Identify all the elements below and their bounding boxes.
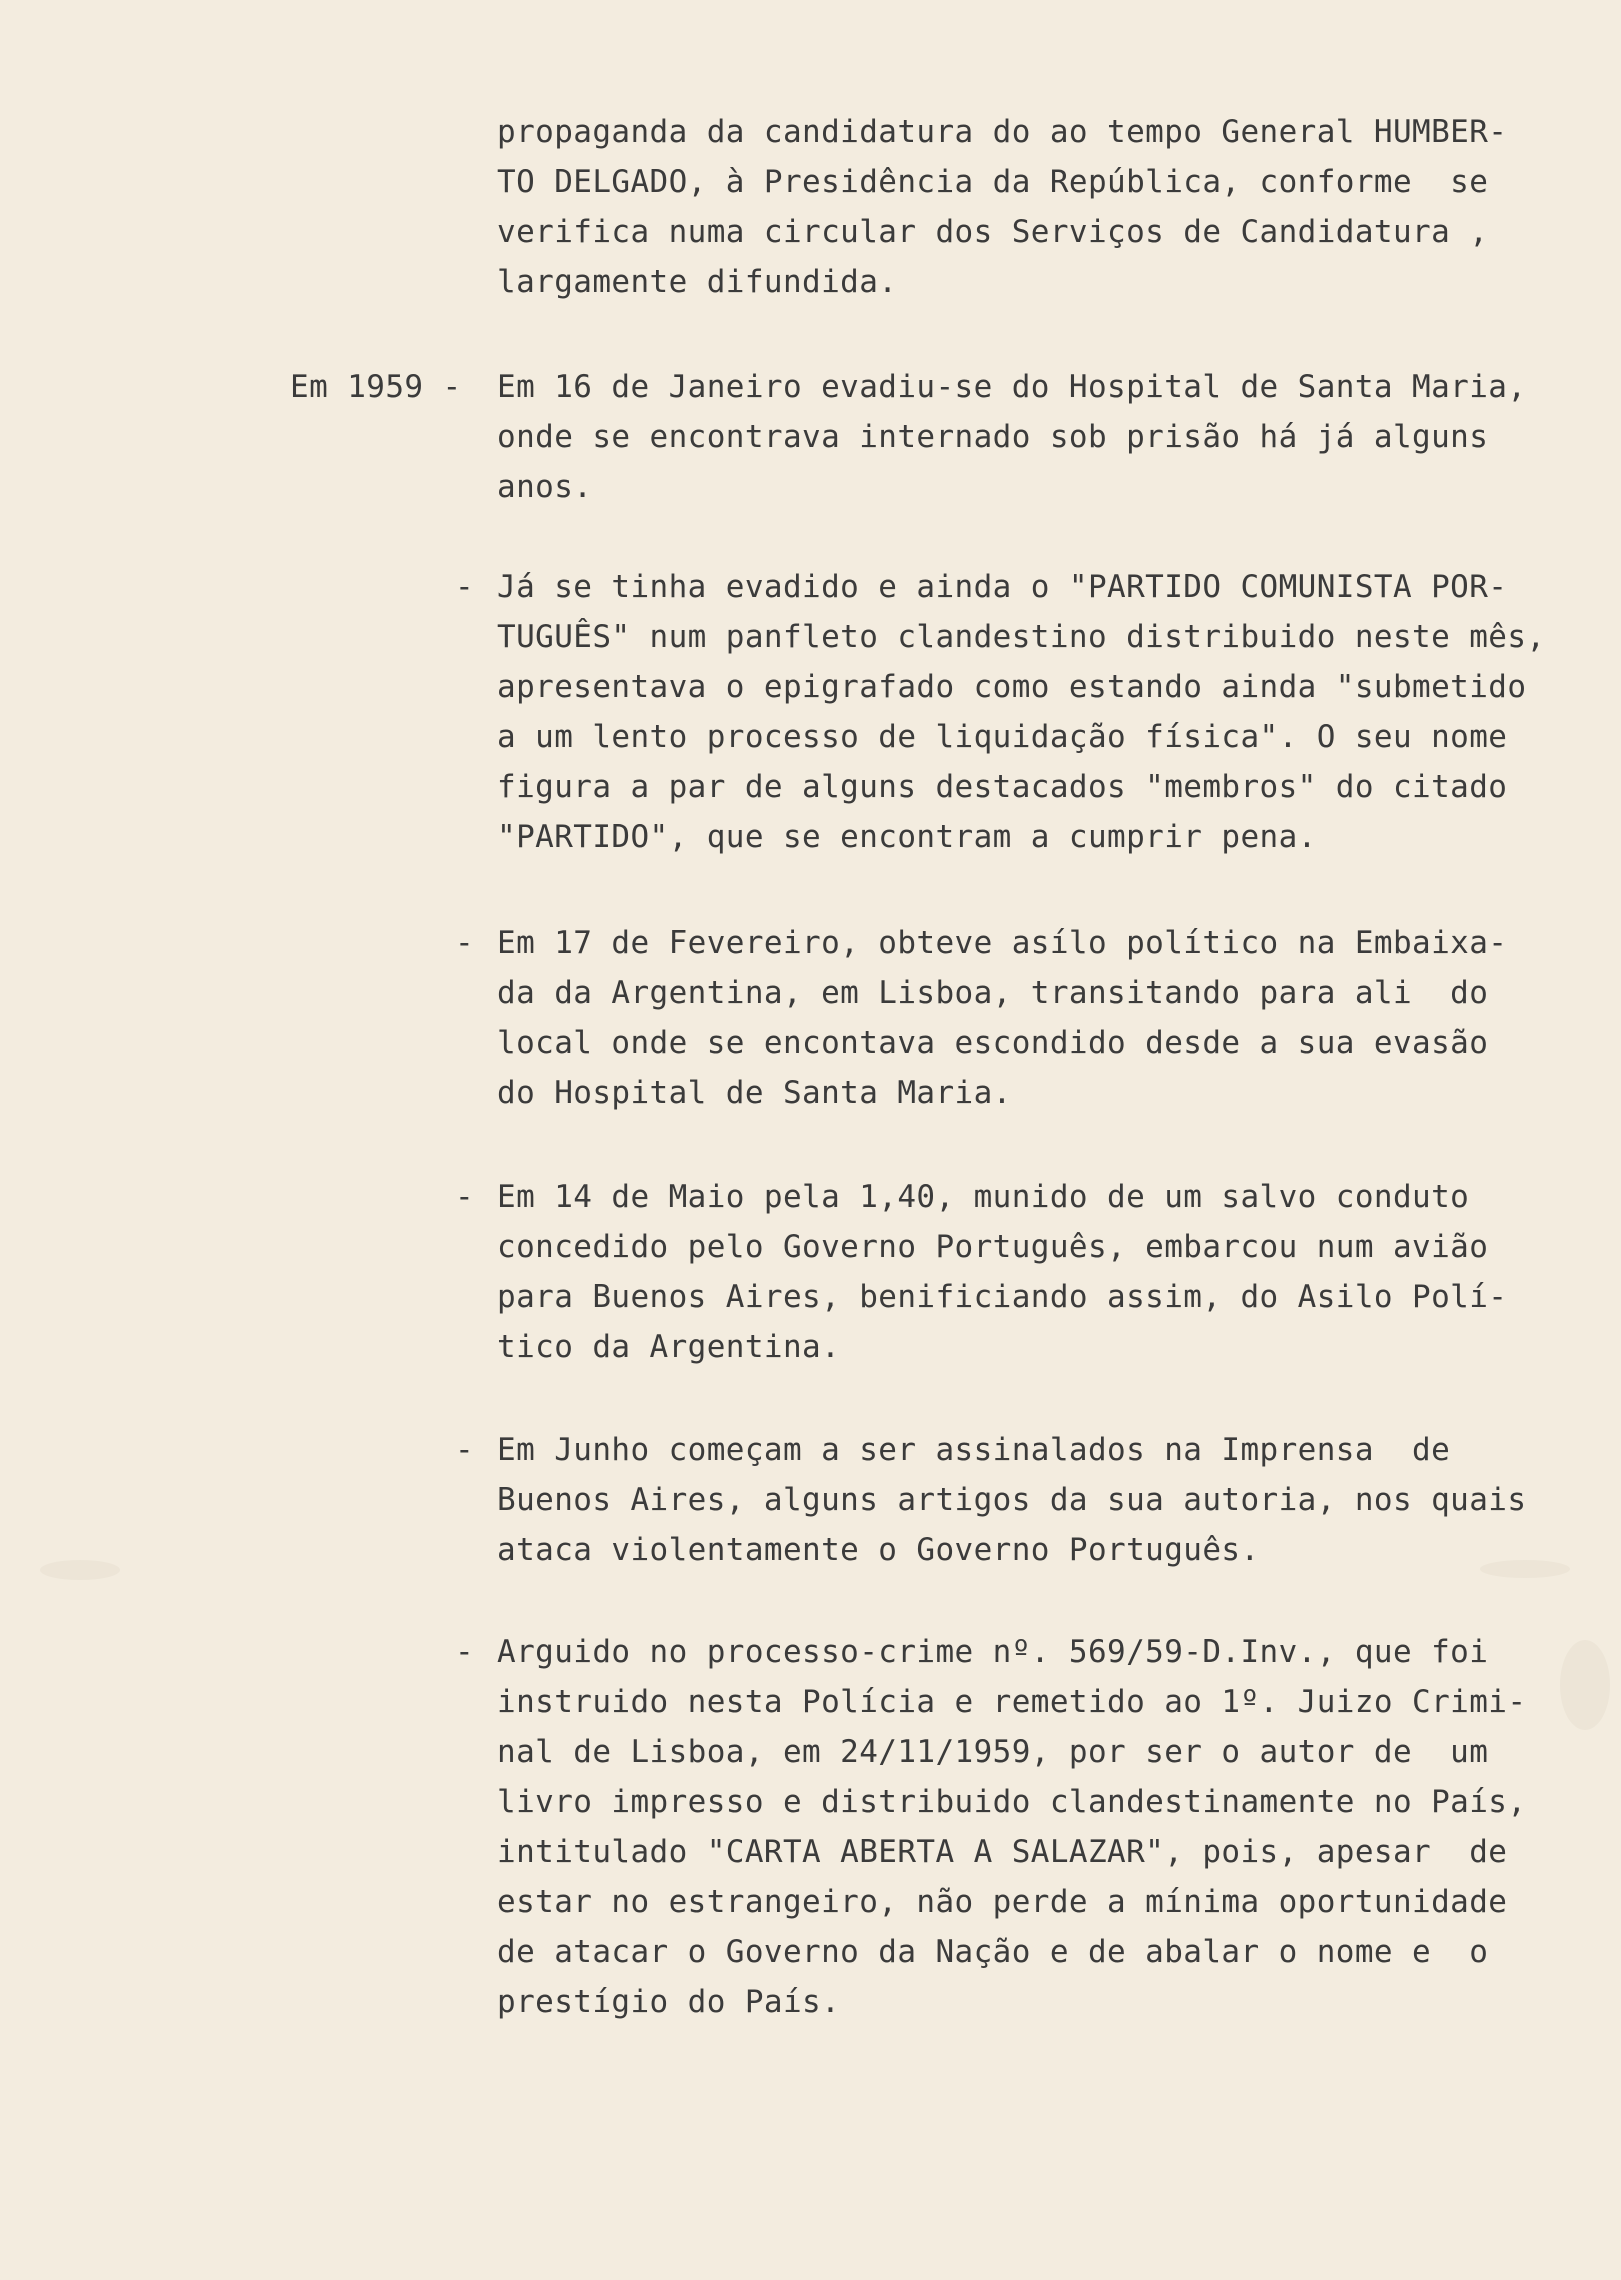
text-line: Em 14 de Maio pela 1,40, munido de um salvo conduto <box>497 1179 1470 1215</box>
text-line: a um lento processo de liquidação física". O seu nome <box>497 719 1508 755</box>
entry-paragraph <box>497 1627 1587 2027</box>
text-line: Em 17 de Fevereiro, obteve asílo político na Embaixa- <box>497 925 1508 961</box>
text-line: prestígio do País. <box>497 1984 841 2020</box>
paper-stain <box>40 1560 120 1580</box>
text-line: onde se encontrava internado sob prisão há já alguns <box>497 419 1489 455</box>
entry-paragraph <box>497 362 1587 512</box>
text-line: figura a par de alguns destacados "membros" do citado <box>497 769 1508 805</box>
entry-dash: - <box>455 1432 475 1468</box>
text-line: apresentava o epigrafado como estando ainda "submetido <box>497 669 1527 705</box>
text-line: anos. <box>497 469 593 505</box>
entry-dash: - <box>455 1634 475 1670</box>
text-line: ataca violentamente o Governo Português. <box>497 1532 1260 1568</box>
text-line: verifica numa circular dos Serviços de Candidatura , <box>497 214 1489 250</box>
entry-dash: - <box>455 569 475 605</box>
intro-paragraph <box>497 107 1587 307</box>
text-line: largamente difundida. <box>497 264 898 300</box>
entry-dash: - <box>455 925 475 961</box>
text-line: intitulado "CARTA ABERTA A SALAZAR", pois, apesar de <box>497 1834 1508 1870</box>
text-line: de atacar o Governo da Nação e de abalar o nome e o <box>497 1934 1489 1970</box>
text-line: "PARTIDO", que se encontram a cumprir pena. <box>497 819 1317 855</box>
text-line: Já se tinha evadido e ainda o "PARTIDO COMUNISTA POR- <box>497 569 1508 605</box>
entry-paragraph <box>497 1172 1587 1372</box>
text-line: TUGUÊS" num panfleto clandestino distribuido neste mês, <box>497 619 1546 655</box>
text-line: concedido pelo Governo Português, embarcou num avião <box>497 1229 1489 1265</box>
entry-dash: - <box>455 1179 475 1215</box>
text-line: do Hospital de Santa Maria. <box>497 1075 1012 1111</box>
text-line: Arguido no processo-crime nº. 569/59-D.Inv., que foi <box>497 1634 1489 1670</box>
text-line: para Buenos Aires, benificiando assim, do Asilo Polí- <box>497 1279 1508 1315</box>
entry-paragraph <box>497 918 1587 1118</box>
text-line: Em 16 de Janeiro evadiu-se do Hospital de Santa Maria, <box>497 369 1527 405</box>
entry-paragraph <box>497 1425 1587 1575</box>
text-line: nal de Lisboa, em 24/11/1959, por ser o autor de um <box>497 1734 1489 1770</box>
entry-paragraph <box>497 562 1587 862</box>
year-label: Em 1959 - <box>290 369 462 405</box>
text-line: Em Junho começam a ser assinalados na Imprensa de <box>497 1432 1451 1468</box>
text-line: livro impresso e distribuido clandestinamente no País, <box>497 1784 1527 1820</box>
text-line: instruido nesta Polícia e remetido ao 1º. Juizo Crimi- <box>497 1684 1527 1720</box>
text-line: tico da Argentina. <box>497 1329 841 1365</box>
text-line: da da Argentina, em Lisboa, transitando para ali do <box>497 975 1489 1011</box>
text-line: local onde se encontava escondido desde a sua evasão <box>497 1025 1489 1061</box>
text-line: Buenos Aires, alguns artigos da sua autoria, nos quais <box>497 1482 1527 1518</box>
text-line: TO DELGADO, à Presidência da República, conforme se <box>497 164 1489 200</box>
text-line: estar no estrangeiro, não perde a mínima oportunidade <box>497 1884 1508 1920</box>
text-line: propaganda da candidatura do ao tempo General HUMBER- <box>497 114 1508 150</box>
